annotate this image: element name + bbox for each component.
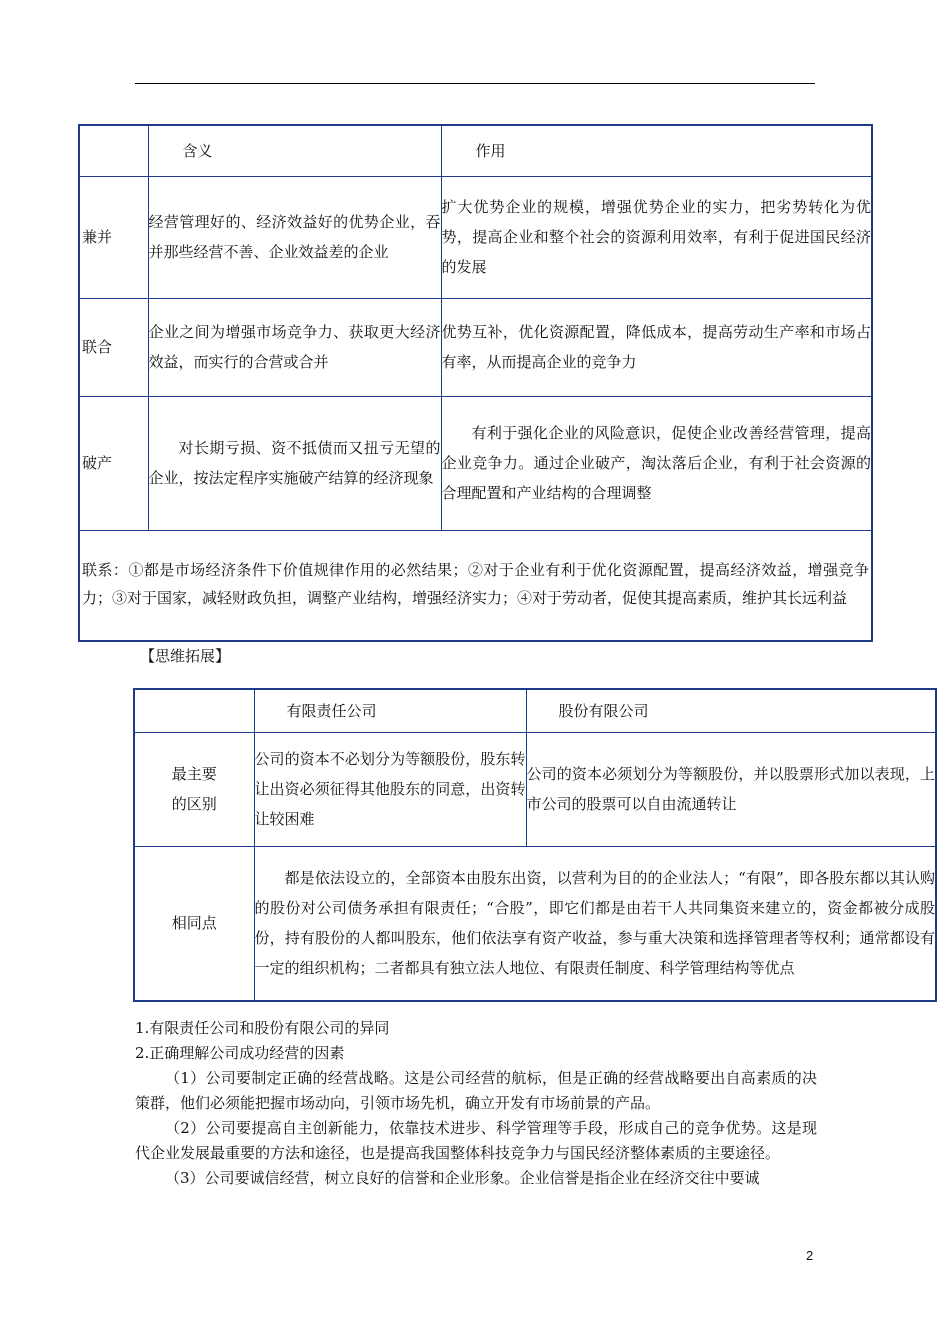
row-label-similarity: 相同点 [134, 846, 254, 1001]
section-title-thinking-expansion: 【思维拓展】 [140, 647, 231, 665]
merger-table [78, 124, 873, 642]
header-rule [135, 83, 815, 84]
bankruptcy-effect: 有利于强化企业的风险意识，促使企业改善经营管理，提高企业竞争力。通过企业破产，淘汰落后企业，有利于社会资源的合理配置和产业结构的合理调整 [441, 396, 872, 530]
row-label-bankruptcy: 破产 [79, 396, 148, 530]
company-corner-cell [134, 689, 254, 732]
merger-header-effect: 作用 [441, 125, 872, 176]
difference-jsc: 公司的资本必须划分为等额股份，并以股票形式加以表现，上市公司的股票可以自由流通转让 [526, 732, 936, 846]
row-label-alliance: 联合 [79, 298, 148, 396]
merger-header-meaning: 含义 [148, 125, 441, 176]
company-table [133, 688, 937, 1002]
company-similarity-row [134, 846, 936, 1001]
row-label-difference [134, 732, 254, 846]
merger-corner-cell [79, 125, 148, 176]
merger-row-acquisition [79, 176, 872, 298]
merger-row-bankruptcy [79, 396, 872, 530]
alliance-meaning: 企业之间为增强市场竞争力、获取更大经济效益，而实行的合营或合并 [148, 298, 441, 396]
alliance-effect: 优势互补，优化资源配置，降低成本，提高劳动生产率和市场占有率，从而提高企业的竞争力 [441, 298, 872, 396]
body-text [135, 1016, 817, 1191]
paragraph-innovation: （2）公司要提高自主创新能力，依靠技术进步、科学管理等手段，形成自己的竞争优势。这是现代企业发展最重要的方法和途径，也是提高我国整体科技竞争力与国民经济整体素质的主要途径。 [135, 1119, 817, 1162]
company-header-llc: 有限责任公司 [254, 689, 526, 732]
list-item-2: 2.正确理解公司成功经营的因素 [135, 1044, 345, 1062]
row-label-acquisition: 兼并 [79, 176, 148, 298]
company-difference-row [134, 732, 936, 846]
acquisition-meaning: 经营管理好的、经济效益好的优势企业，吞并那些经营不善、企业效益差的企业 [148, 176, 441, 298]
acquisition-effect: 扩大优势企业的规模，增强优势企业的实力，把劣势转化为优势，提高企业和整个社会的资源利用效率，有利于促进国民经济的发展 [441, 176, 872, 298]
similarity-text: 都是依法设立的，全部资本由股东出资，以营利为目的的企业法人；“有限”，即各股东都以其认购的股份对公司债务承担有限责任；“合股”，即它们都是由若干人共同集资来建立的，资金都被分成股份，持有股份的人都叫股东，他们依法享有资产收益，参与重大决策和选择管理者等权利；通常都设有一定的组织机构；二者都具有独立法人地位、有限责任制度、科学管理结构等优点 [254, 846, 936, 1001]
difference-llc: 公司的资本不必划分为等额股份，股东转让出资必须征得其他股东的同意，出资转让较困难 [254, 732, 526, 846]
merger-relation-text: 联系：①都是市场经济条件下价值规律作用的必然结果；②对于企业有利于优化资源配置，提高经济效益，增强竞争力；③对于国家，减轻财政负担，调整产业结构，增强经济实力；④对于劳动者，促使其提高素质，维护其长远利益 [79, 530, 872, 641]
paragraph-strategy: （1）公司要制定正确的经营战略。这是公司经营的航标，但是正确的经营战略要出自高素质的决策群，他们必须能把握市场动向，引领市场先机，确立开发有市场前景的产品。 [135, 1069, 817, 1112]
difference-label-line1: 最主要 [171, 765, 217, 783]
company-header-jsc: 股份有限公司 [526, 689, 936, 732]
difference-label-line2: 的区别 [171, 795, 217, 813]
page-number: 2 [806, 1248, 814, 1263]
bankruptcy-meaning: 对长期亏损、资不抵债而又扭亏无望的企业，按法定程序实施破产结算的经济现象 [148, 396, 441, 530]
paragraph-integrity: （3）公司要诚信经营，树立良好的信誉和企业形象。企业信誉是指企业在经济交往中要诚 [165, 1169, 760, 1187]
list-item-1: 1.有限责任公司和股份有限公司的异同 [135, 1019, 390, 1037]
merger-row-alliance [79, 298, 872, 396]
merger-relation-row [79, 530, 872, 641]
merger-header-row [79, 125, 872, 176]
company-header-row [134, 689, 936, 732]
